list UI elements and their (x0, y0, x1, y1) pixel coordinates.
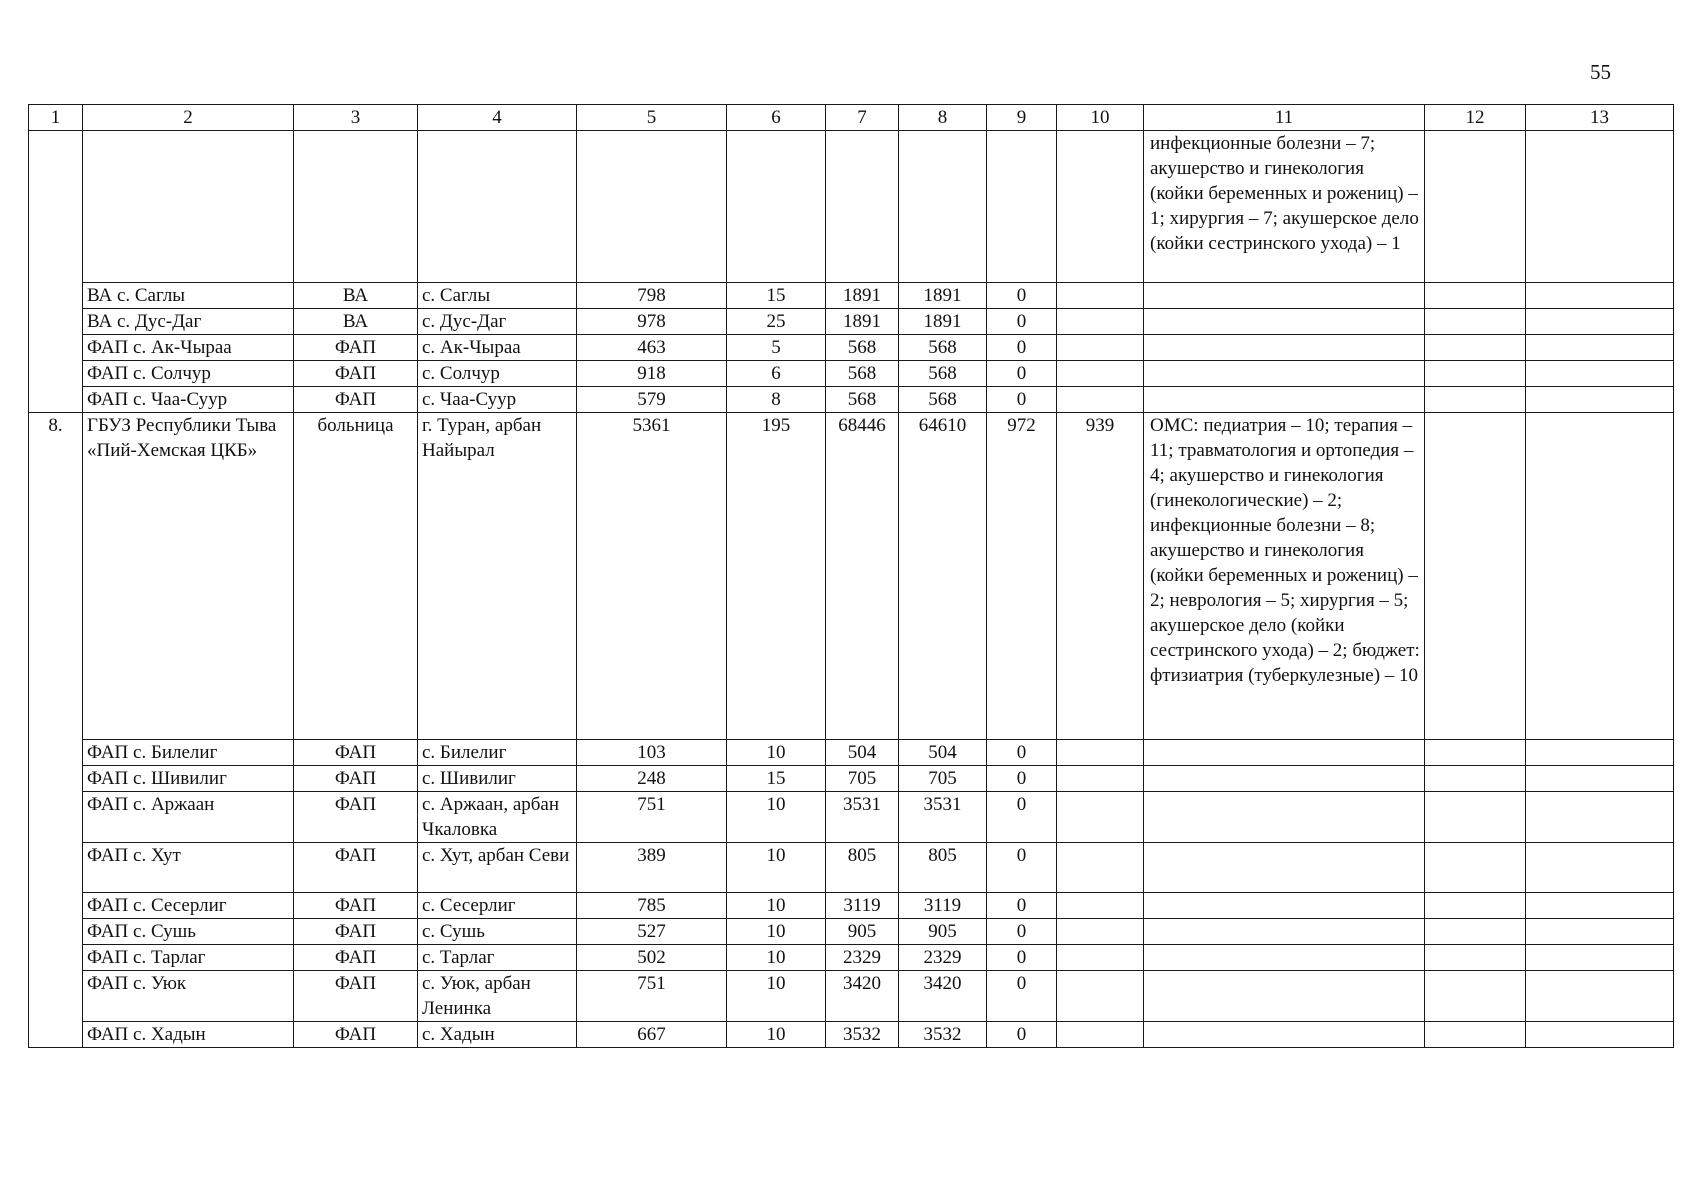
column-header: 13 (1526, 105, 1674, 131)
cell-col5: 502 (577, 945, 727, 971)
cell-col9: 0 (987, 919, 1057, 945)
facility-address: с. Хут, арбан Севи (418, 843, 577, 893)
cell-col8: 2329 (899, 945, 987, 971)
facility-address: с. Солчур (418, 361, 577, 387)
column-header: 1 (29, 105, 83, 131)
table-row (29, 971, 1674, 1022)
facility-address: г. Туран, арбан Найырал (418, 413, 577, 740)
cell-col5: 579 (577, 387, 727, 413)
facility-name: ФАП с. Шивилиг (83, 766, 294, 792)
facility-name: ФАП с. Ак-Чыраа (83, 335, 294, 361)
cell-col7: 805 (826, 843, 899, 893)
cell-col8: 504 (899, 740, 987, 766)
cell-col9: 0 (987, 361, 1057, 387)
column-header: 6 (727, 105, 826, 131)
cell-col8: 1891 (899, 283, 987, 309)
table-row (29, 740, 1674, 766)
cell-col8: 905 (899, 919, 987, 945)
facility-type: ФАП (294, 387, 418, 413)
cell-col7: 568 (826, 361, 899, 387)
cell-col7: 3532 (826, 1022, 899, 1048)
cell-col5: 248 (577, 766, 727, 792)
facility-type: больница (294, 413, 418, 740)
facility-name: ФАП с. Уюк (83, 971, 294, 1022)
facility-address: с. Тарлаг (418, 945, 577, 971)
cell-col8: 705 (899, 766, 987, 792)
cell-col6: 15 (727, 766, 826, 792)
facility-address: с. Уюк, арбан Ленинка (418, 971, 577, 1022)
facility-type: ФАП (294, 945, 418, 971)
cell-col9: 0 (987, 945, 1057, 971)
facility-name: ФАП с. Хут (83, 843, 294, 893)
cell-col6: 10 (727, 919, 826, 945)
cell-col5: 103 (577, 740, 727, 766)
cell-col6: 8 (727, 387, 826, 413)
column-header: 12 (1425, 105, 1526, 131)
cell-col5: 918 (577, 361, 727, 387)
table-row (29, 945, 1674, 971)
column-header: 11 (1144, 105, 1425, 131)
cell-col6: 10 (727, 843, 826, 893)
column-number-row (29, 105, 1674, 131)
facility-type: ВА (294, 283, 418, 309)
cell-col5: 798 (577, 283, 727, 309)
facility-name: ВА с. Дус-Даг (83, 309, 294, 335)
cell-col8: 568 (899, 361, 987, 387)
facility-type: ВА (294, 309, 418, 335)
table-row (29, 893, 1674, 919)
cell-col7: 3119 (826, 893, 899, 919)
table-row (29, 919, 1674, 945)
facility-name: ФАП с. Сушь (83, 919, 294, 945)
cell-col9: 0 (987, 971, 1057, 1022)
column-header: 5 (577, 105, 727, 131)
cell-col7: 3531 (826, 792, 899, 843)
cell-col9: 972 (987, 413, 1057, 740)
facility-name: ФАП с. Тарлаг (83, 945, 294, 971)
facility-type: ФАП (294, 766, 418, 792)
cell-col9: 0 (987, 893, 1057, 919)
facilities-table (28, 104, 1674, 1048)
cell-col9: 0 (987, 387, 1057, 413)
facility-address: с. Сушь (418, 919, 577, 945)
cell-col6: 10 (727, 971, 826, 1022)
cell-col5: 667 (577, 1022, 727, 1048)
facility-type: ФАП (294, 971, 418, 1022)
cell-col9: 0 (987, 283, 1057, 309)
cell-col5: 527 (577, 919, 727, 945)
cell-col6: 10 (727, 792, 826, 843)
facility-type: ФАП (294, 361, 418, 387)
facility-type: ФАП (294, 792, 418, 843)
cell-col9: 0 (987, 766, 1057, 792)
facility-type: ФАП (294, 335, 418, 361)
cell-col6: 5 (727, 335, 826, 361)
table-row (29, 766, 1674, 792)
table-row (29, 283, 1674, 309)
continuation-row (29, 131, 1674, 283)
facility-name: ГБУЗ Республики Тыва «Пий-Хемская ЦКБ» (83, 413, 294, 740)
table-row (29, 335, 1674, 361)
cell-col5: 751 (577, 971, 727, 1022)
cell-col9: 0 (987, 792, 1057, 843)
facility-type: ФАП (294, 843, 418, 893)
cell-col6: 6 (727, 361, 826, 387)
facility-name: ФАП с. Хадын (83, 1022, 294, 1048)
entry-number: 8. (29, 413, 83, 1048)
column-header: 9 (987, 105, 1057, 131)
table-row (29, 1022, 1674, 1048)
bed-profile-notes: ОМС: педиатрия – 10; терапия – 11; травматология и ортопедия – 4; акушерство и гинекология (гинекологические) – 2; инфекционные болезни – 8; акушерство и гинекология (койки беременных и рожениц) – 2; неврология – 5; хирургия – 5; акушерское дело (койки сестринского ухода) – 2; бюджет: фтизиатрия (туберкулезные) – 10 (1144, 413, 1425, 740)
cell-col7: 1891 (826, 309, 899, 335)
facility-address: с. Ак-Чыраа (418, 335, 577, 361)
table-row (29, 309, 1674, 335)
facility-address: с. Чаа-Суур (418, 387, 577, 413)
cell-col6: 25 (727, 309, 826, 335)
cell-col6: 15 (727, 283, 826, 309)
cell-col9: 0 (987, 1022, 1057, 1048)
cell-col6: 10 (727, 893, 826, 919)
cell-col6: 10 (727, 945, 826, 971)
facility-address: с. Шивилиг (418, 766, 577, 792)
cell-col6: 10 (727, 1022, 826, 1048)
page-number: 55 (1590, 60, 1611, 84)
facility-type: ФАП (294, 1022, 418, 1048)
cell-col7: 705 (826, 766, 899, 792)
cell-col7: 568 (826, 335, 899, 361)
facility-name: ФАП с. Аржаан (83, 792, 294, 843)
cell-col8: 64610 (899, 413, 987, 740)
cell-col5: 5361 (577, 413, 727, 740)
column-header: 2 (83, 105, 294, 131)
cell-col8: 1891 (899, 309, 987, 335)
column-header: 10 (1057, 105, 1144, 131)
column-header: 3 (294, 105, 418, 131)
cell-col7: 568 (826, 387, 899, 413)
cell-col8: 3119 (899, 893, 987, 919)
cell-col5: 978 (577, 309, 727, 335)
cell-col8: 568 (899, 387, 987, 413)
facility-name: ФАП с. Солчур (83, 361, 294, 387)
cell-col7: 3420 (826, 971, 899, 1022)
table-row (29, 792, 1674, 843)
cell-col6: 10 (727, 740, 826, 766)
cell-col5: 751 (577, 792, 727, 843)
facility-type: ФАП (294, 893, 418, 919)
facility-name: ВА с. Саглы (83, 283, 294, 309)
facility-name: ФАП с. Сесерлиг (83, 893, 294, 919)
entry-number-cell (29, 131, 83, 413)
cell-col7: 68446 (826, 413, 899, 740)
cell-col7: 504 (826, 740, 899, 766)
cell-col7: 905 (826, 919, 899, 945)
bed-profile-notes: инфекционные болезни – 7; акушерство и гинекология (койки беременных и рожениц) – 1; хирургия – 7; акушерское дело (койки сестринского ухода) – 1 (1144, 131, 1425, 283)
facility-type: ФАП (294, 740, 418, 766)
facility-name: ФАП с. Билелиг (83, 740, 294, 766)
entry-row (29, 413, 1674, 740)
column-header: 4 (418, 105, 577, 131)
cell-col7: 2329 (826, 945, 899, 971)
cell-col9: 0 (987, 335, 1057, 361)
cell-col8: 3532 (899, 1022, 987, 1048)
cell-col8: 3420 (899, 971, 987, 1022)
table-row (29, 361, 1674, 387)
cell-col8: 3531 (899, 792, 987, 843)
table-row (29, 387, 1674, 413)
facility-address: с. Саглы (418, 283, 577, 309)
cell-col8: 805 (899, 843, 987, 893)
cell-col6: 195 (727, 413, 826, 740)
table-row (29, 843, 1674, 893)
facility-address: с. Билелиг (418, 740, 577, 766)
cell-col5: 389 (577, 843, 727, 893)
cell-col9: 0 (987, 843, 1057, 893)
facility-name: ФАП с. Чаа-Суур (83, 387, 294, 413)
cell-col9: 0 (987, 740, 1057, 766)
facility-address: с. Дус-Даг (418, 309, 577, 335)
facility-address: с. Сесерлиг (418, 893, 577, 919)
cell-col10: 939 (1057, 413, 1144, 740)
cell-col7: 1891 (826, 283, 899, 309)
cell-col5: 463 (577, 335, 727, 361)
cell-col5: 785 (577, 893, 727, 919)
cell-col9: 0 (987, 309, 1057, 335)
column-header: 7 (826, 105, 899, 131)
column-header: 8 (899, 105, 987, 131)
facility-address: с. Хадын (418, 1022, 577, 1048)
facility-address: с. Аржаан, арбан Чкаловка (418, 792, 577, 843)
cell-col8: 568 (899, 335, 987, 361)
facility-type: ФАП (294, 919, 418, 945)
